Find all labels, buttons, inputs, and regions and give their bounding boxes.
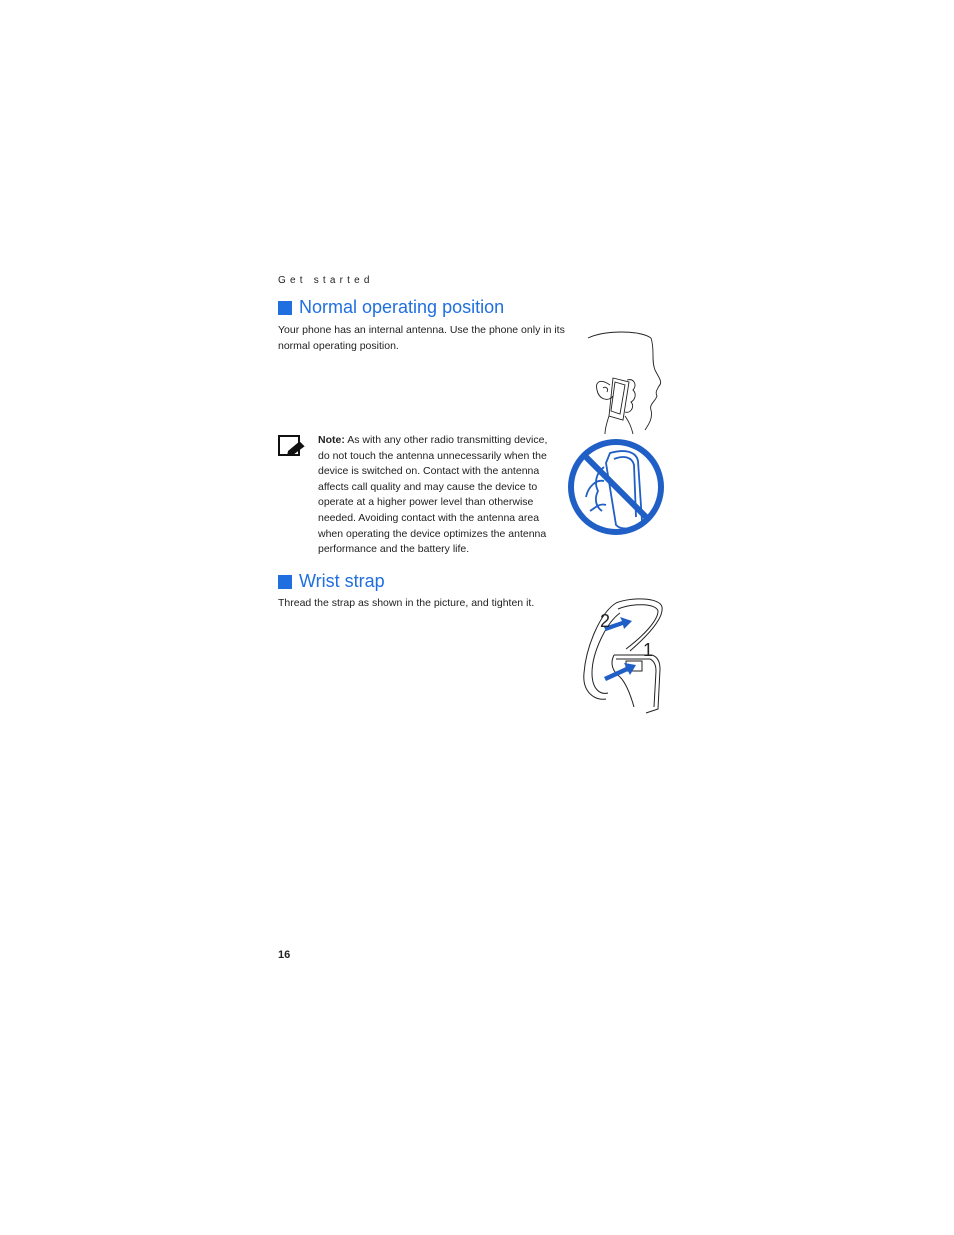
section-heading-text: Wrist strap xyxy=(299,571,385,591)
page-number: 16 xyxy=(278,949,291,961)
section-heading-wrist-strap xyxy=(278,571,385,592)
wrist-strap-illustration xyxy=(580,597,666,715)
section-heading-text: Normal operating position xyxy=(299,297,505,317)
running-header: Get started xyxy=(278,275,374,286)
section-body-wrist-strap: Thread the strap as shown in the picture, and tighten it. xyxy=(278,597,535,609)
note-label: Note: xyxy=(318,434,345,446)
heading-square-icon xyxy=(278,301,292,315)
heading-square-icon xyxy=(278,575,292,589)
section-body-normal-operating-position: Your phone has an internal antenna. Use the phone only in its normal operating position. xyxy=(278,324,565,352)
do-not-touch-antenna-illustration xyxy=(566,437,666,537)
note-pencil-icon xyxy=(278,435,306,457)
section-heading-normal-operating-position xyxy=(278,297,504,318)
note-paragraph xyxy=(318,433,558,558)
strap-step-2-label: 2 xyxy=(600,611,611,631)
strap-step-1-label: 1 xyxy=(643,640,654,660)
phone-at-ear-illustration xyxy=(585,330,665,434)
note-text: As with any other radio transmitting device, do not touch the antenna unnecessarily when the device is switched on. Contact with the antenna affects call quality and may cause the device to operate at a higher power level than otherwise needed. Avoiding contact with the antenna area when operating the device optimizes the antenna performance and the battery life. xyxy=(318,434,548,556)
